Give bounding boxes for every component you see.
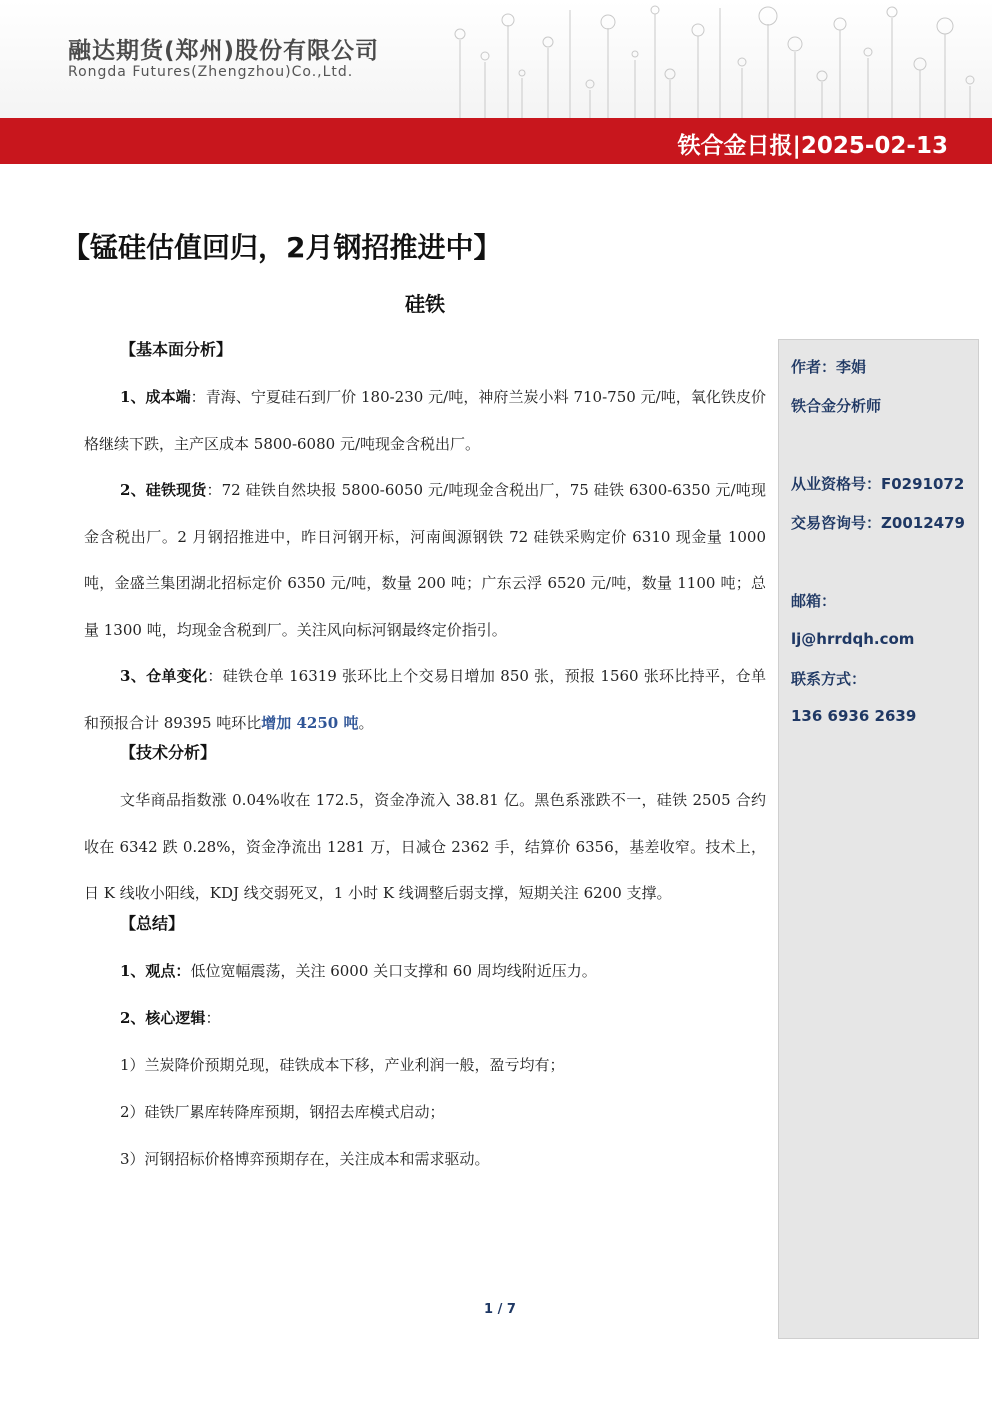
company-name-cn: 融达期货(郑州)股份有限公司 xyxy=(68,38,380,64)
item-label: 1、观点： xyxy=(120,961,191,980)
report-subtitle: 硅铁 xyxy=(405,292,445,316)
section-heading-fundamentals: 【基本面分析】 xyxy=(120,340,233,359)
fundamentals-cost xyxy=(84,374,766,467)
decorative-bubbles-graphic xyxy=(430,0,992,118)
summary-logic xyxy=(120,1008,766,1028)
item-label: 3、仓单变化 xyxy=(120,667,208,685)
consult-number: 交易咨询号：Z0012479 xyxy=(791,514,965,532)
item-text: ：青海、宁夏硅石到厂价 180-230 元/吨，神府兰炭小料 710-750 元/吨，氧化铁皮价格继续下跌，主产区成本 5800-6080 元/吨现金含税出厂。 xyxy=(84,388,767,453)
qualification-number: 从业资格号：F0291072 xyxy=(791,475,965,493)
technical-analysis-text: 文华商品指数涨 0.04%收在 172.5，资金净流入 38.81 亿。黑色系涨跌不一，硅铁 2505 合约收在 6342 跌 0.28%，资金净流出 1281 万，日减仓 2362 手，结算价 6356，基差收窄。技术上，日 K 线收小阳线，KDJ 线交弱死叉，1 小时 K 线调整后弱支撑，短期关注 6200 支撑。 xyxy=(84,791,766,902)
item-text: ：硅铁仓单 16319 张环比上个交易日增加 850 张，预报 1560 张环比持平，仓单和预报合计 89395 吨环比 xyxy=(84,667,766,732)
phone-number: 136 6936 2639 xyxy=(791,707,917,725)
page-header xyxy=(0,0,992,118)
item-text: 低位宽幅震荡，关注 6000 关口支撑和 60 周均线附近压力。 xyxy=(190,961,597,980)
email-link[interactable]: lj@hrrdqh.com xyxy=(791,630,915,648)
report-title: 【锰硅估值回归，2月钢招推进中】 xyxy=(62,231,502,264)
fundamentals-spot xyxy=(84,467,766,653)
summary-view xyxy=(120,961,766,981)
report-tag: 铁合金日报|2025-02-13 xyxy=(677,133,948,159)
item-label: 2、硅铁现货 xyxy=(120,481,207,499)
item-text: ：72 硅铁自然块报 5800-6050 元/吨现金含税出厂，75 硅铁 6300-6350 元/吨现金含税出厂。2 月钢招推进中，昨日河钢开标，河南闽源钢铁 72 硅铁采购定价 6310 现金量 1000 吨，金盛兰集团湖北招标定价 6350 元/吨，数量 200 吨；广东云浮 6520 元/吨，数量 1100 吨；总量 1300 吨，均现金含税到厂。关注风向标河钢最终定价指引。 xyxy=(84,481,766,639)
author-sidebar xyxy=(778,339,979,1339)
fundamentals-warrant xyxy=(84,653,766,746)
page-number: 1 / 7 xyxy=(484,1302,516,1317)
item-text: ： xyxy=(205,1008,221,1027)
logic-item: 1）兰炭降价预期兑现，硅铁成本下移，产业利润一般，盈亏均有； xyxy=(120,1055,565,1074)
company-name-en: Rongda Futures(Zhengzhou)Co.,Ltd. xyxy=(68,64,354,80)
section-heading-technical: 【技术分析】 xyxy=(120,743,217,762)
item-tail: 。 xyxy=(358,713,374,732)
highlight-change: 增加 4250 吨 xyxy=(261,713,359,732)
item-label: 2、核心逻辑 xyxy=(120,1008,206,1027)
author-role: 铁合金分析师 xyxy=(791,397,882,415)
report-body xyxy=(84,340,766,1196)
section-heading-summary: 【总结】 xyxy=(120,913,185,933)
contact-label: 联系方式： xyxy=(791,670,867,688)
item-label: 1、成本端 xyxy=(120,388,191,406)
logic-item: 2）硅铁厂累库转降库预期，钢招去库模式启动； xyxy=(120,1102,445,1121)
author-name: 作者：李娟 xyxy=(791,358,867,376)
email-label: 邮箱： xyxy=(791,592,837,610)
logic-item: 3）河钢招标价格博弈预期存在，关注成本和需求驱动。 xyxy=(120,1149,490,1168)
